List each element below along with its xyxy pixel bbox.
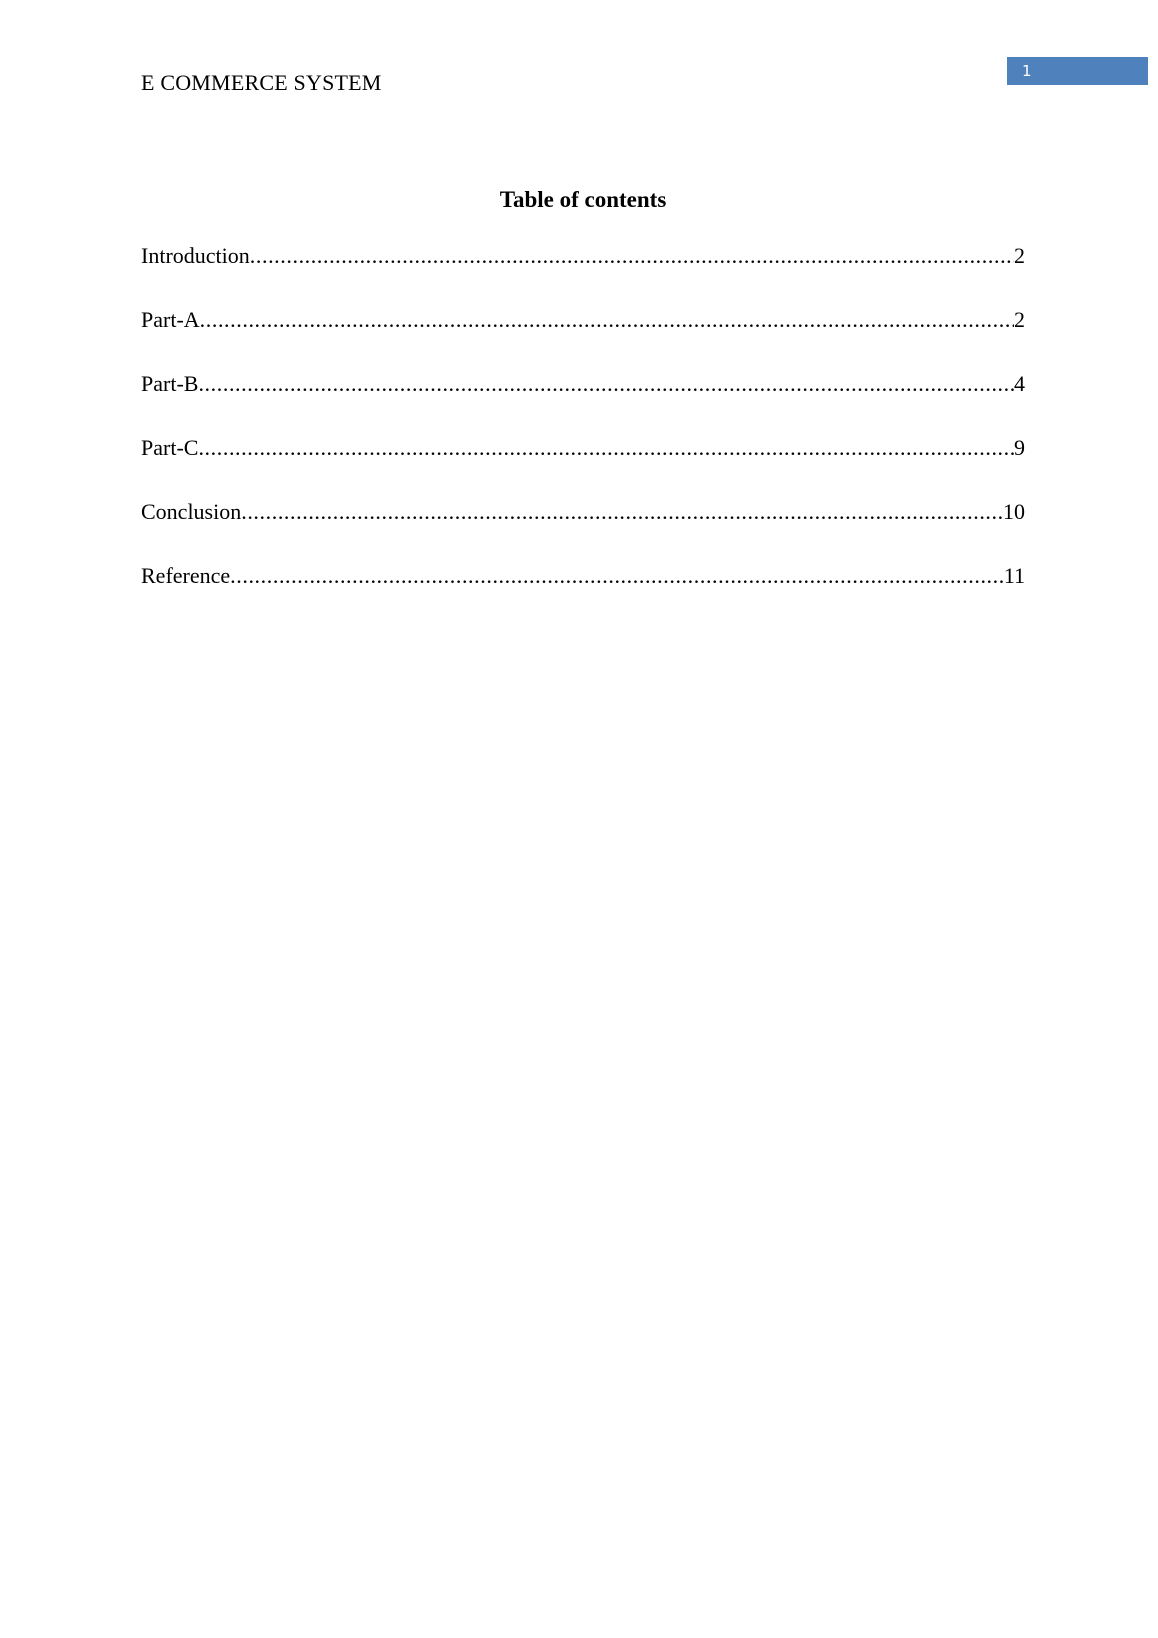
toc-entry-page: 11 [1003, 563, 1025, 588]
toc-entry-label: Part-A [141, 307, 200, 332]
toc-entry-reference[interactable] [141, 562, 1025, 626]
toc-entry-label: Introduction [141, 243, 250, 268]
toc-entry-introduction[interactable] [141, 242, 1025, 306]
toc-entry-page: 2 [1014, 307, 1025, 332]
toc-dot-leader [241, 498, 1003, 525]
toc-entry-label: Conclusion [141, 499, 242, 524]
page-number-badge: 1 [1007, 57, 1148, 85]
toc-entry-conclusion[interactable] [141, 498, 1025, 562]
toc-heading: Table of contents [499, 187, 667, 212]
toc-dot-leader [200, 306, 1014, 333]
toc-entry-part-c[interactable] [141, 434, 1025, 498]
toc-entry-part-a[interactable] [141, 306, 1025, 370]
header-title: E COMMERCE SYSTEM [141, 70, 382, 95]
toc-dot-leader [250, 242, 1014, 269]
toc-dot-leader [198, 370, 1014, 397]
toc-entry-page: 9 [1014, 435, 1025, 460]
toc-entry-part-b[interactable] [141, 370, 1025, 434]
toc-entry-label: Part-C [141, 435, 199, 460]
toc-list [141, 242, 1025, 626]
toc-dot-leader [230, 562, 1004, 589]
toc-dot-leader [198, 434, 1014, 461]
toc-entry-page: 4 [1014, 371, 1025, 396]
toc-entry-label: Reference [141, 563, 231, 588]
toc-entry-label: Part-B [141, 371, 199, 396]
toc-entry-page: 2 [1014, 243, 1025, 268]
toc-entry-page: 10 [1003, 499, 1025, 524]
